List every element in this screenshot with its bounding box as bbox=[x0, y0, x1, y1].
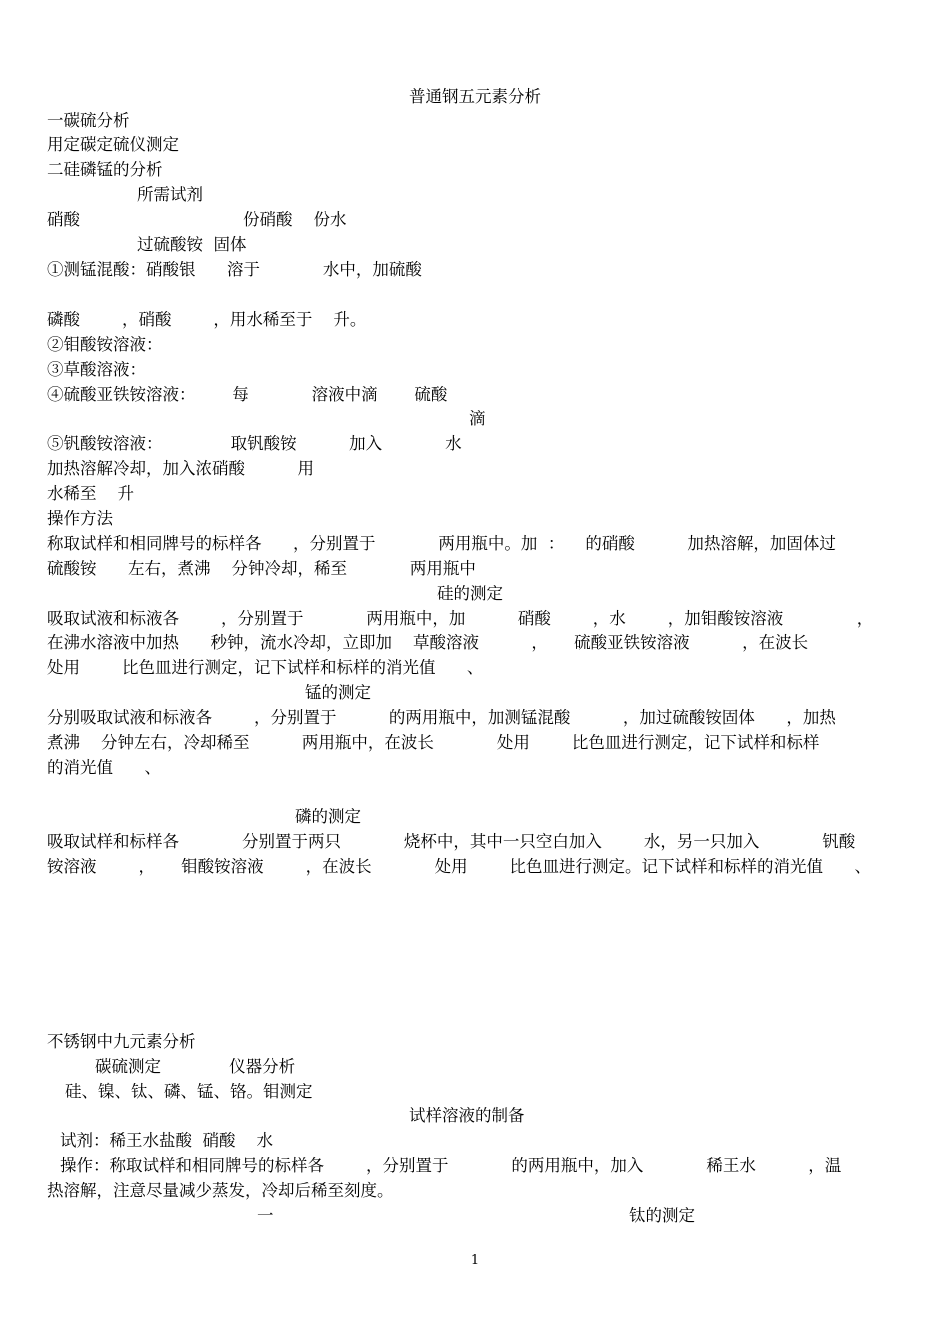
text-line: 操作方法 bbox=[47, 509, 113, 528]
text-line: 的消光值 、 bbox=[47, 758, 161, 777]
text-line: 水稀至 升 bbox=[47, 484, 134, 503]
text-line: ②钼酸铵溶液： bbox=[47, 335, 163, 354]
text-line: 所需试剂 bbox=[137, 185, 203, 204]
section-heading: 不锈钢中九元素分析 bbox=[47, 1032, 196, 1051]
text-line: 过硫酸铵 固体 bbox=[137, 235, 247, 254]
text-line: 碳硫测定 仪器分析 bbox=[95, 1057, 296, 1076]
text-line: 份硝酸 份水 bbox=[243, 210, 347, 229]
section-heading: 锰的测定 bbox=[305, 683, 371, 702]
section-heading: 磷的测定 bbox=[295, 807, 361, 826]
text-line: 加热溶解冷却，加入浓硝酸 用 bbox=[47, 459, 314, 478]
text-line: 热溶解，注意尽量减少蒸发，冷却后稀至刻度。 bbox=[47, 1181, 394, 1200]
text-line: ①测锰混酸：硝酸银 溶于 水中，加硫酸 bbox=[47, 260, 422, 279]
text-line: ⑤钒酸铵溶液： 取钒酸铵 加入 水 bbox=[47, 434, 462, 453]
text-line: 硝酸 bbox=[47, 210, 80, 229]
text-line: 煮沸 分钟左右，冷却稀至 两用瓶中，在波长 处用 比色皿进行测定，记下试样和标样 bbox=[47, 733, 820, 752]
section-heading: 试样溶液的制备 bbox=[409, 1106, 525, 1125]
text-line: ③草酸溶液： bbox=[47, 360, 146, 379]
text-line: 分别吸取试液和标液各 ，分别置于 的两用瓶中，加测锰混酸 ，加过硫酸铵固体 ，加热 bbox=[47, 708, 836, 727]
text-line: 滴 bbox=[469, 409, 486, 428]
text-line: 吸取试液和标液各 ，分别置于 两用瓶中，加 硝酸 ，水 ，加钼酸铵溶液 ， bbox=[47, 609, 874, 628]
page-title: 普通钢五元素分析 bbox=[409, 87, 541, 106]
text-line: 操作：称取试样和相同牌号的标样各 ，分别置于 的两用瓶中，加入 稀王水 ，温 bbox=[60, 1156, 842, 1175]
text-line: 二硅磷锰的分析 bbox=[47, 160, 163, 179]
section-heading: 钛的测定 bbox=[629, 1206, 695, 1225]
text-line: 处用 比色皿进行测定，记下试样和标样的消光值 、 bbox=[47, 658, 484, 677]
section-heading: 硅的测定 bbox=[437, 584, 503, 603]
text-line: 硫酸铵 左右，煮沸 分钟冷却，稀至 两用瓶中 bbox=[47, 559, 476, 578]
text-line: 铵溶液 ， 钼酸铵溶液 ，在波长 处用 比色皿进行测定。记下试样和标样的消光值 、 bbox=[47, 857, 872, 876]
text-line: 称取试样和相同牌号的标样各 ，分别置于 两用瓶中。加 ： 的硝酸 加热溶解，加固体过 bbox=[47, 534, 836, 553]
text-line: 在沸水溶液中加热 秒钟，流水冷却，立即加 草酸溶液 ， 硫酸亚铁铵溶液 ，在波长 bbox=[47, 633, 809, 652]
text-line: ④硫酸亚铁铵溶液： 每 溶液中滴 硫酸 bbox=[47, 385, 448, 404]
text-line: 吸取试样和标样各 分别置于两只 烧杯中，其中一只空白加入 水，另一只加入 钒酸 bbox=[47, 832, 856, 851]
text-line: 硅、镍、钛、磷、锰、铬。钼测定 bbox=[65, 1082, 313, 1101]
text-line: 一碳硫分析 bbox=[47, 111, 130, 130]
text-line: 磷酸 ，硝酸 ，用水稀至于 升。 bbox=[47, 310, 367, 329]
text-line: 一 bbox=[257, 1206, 274, 1225]
text-line: 用定碳定硫仪测定 bbox=[47, 135, 179, 154]
text-line: 试剂：稀王水盐酸 硝酸 水 bbox=[60, 1131, 273, 1150]
page-number: 1 bbox=[470, 1253, 480, 1268]
